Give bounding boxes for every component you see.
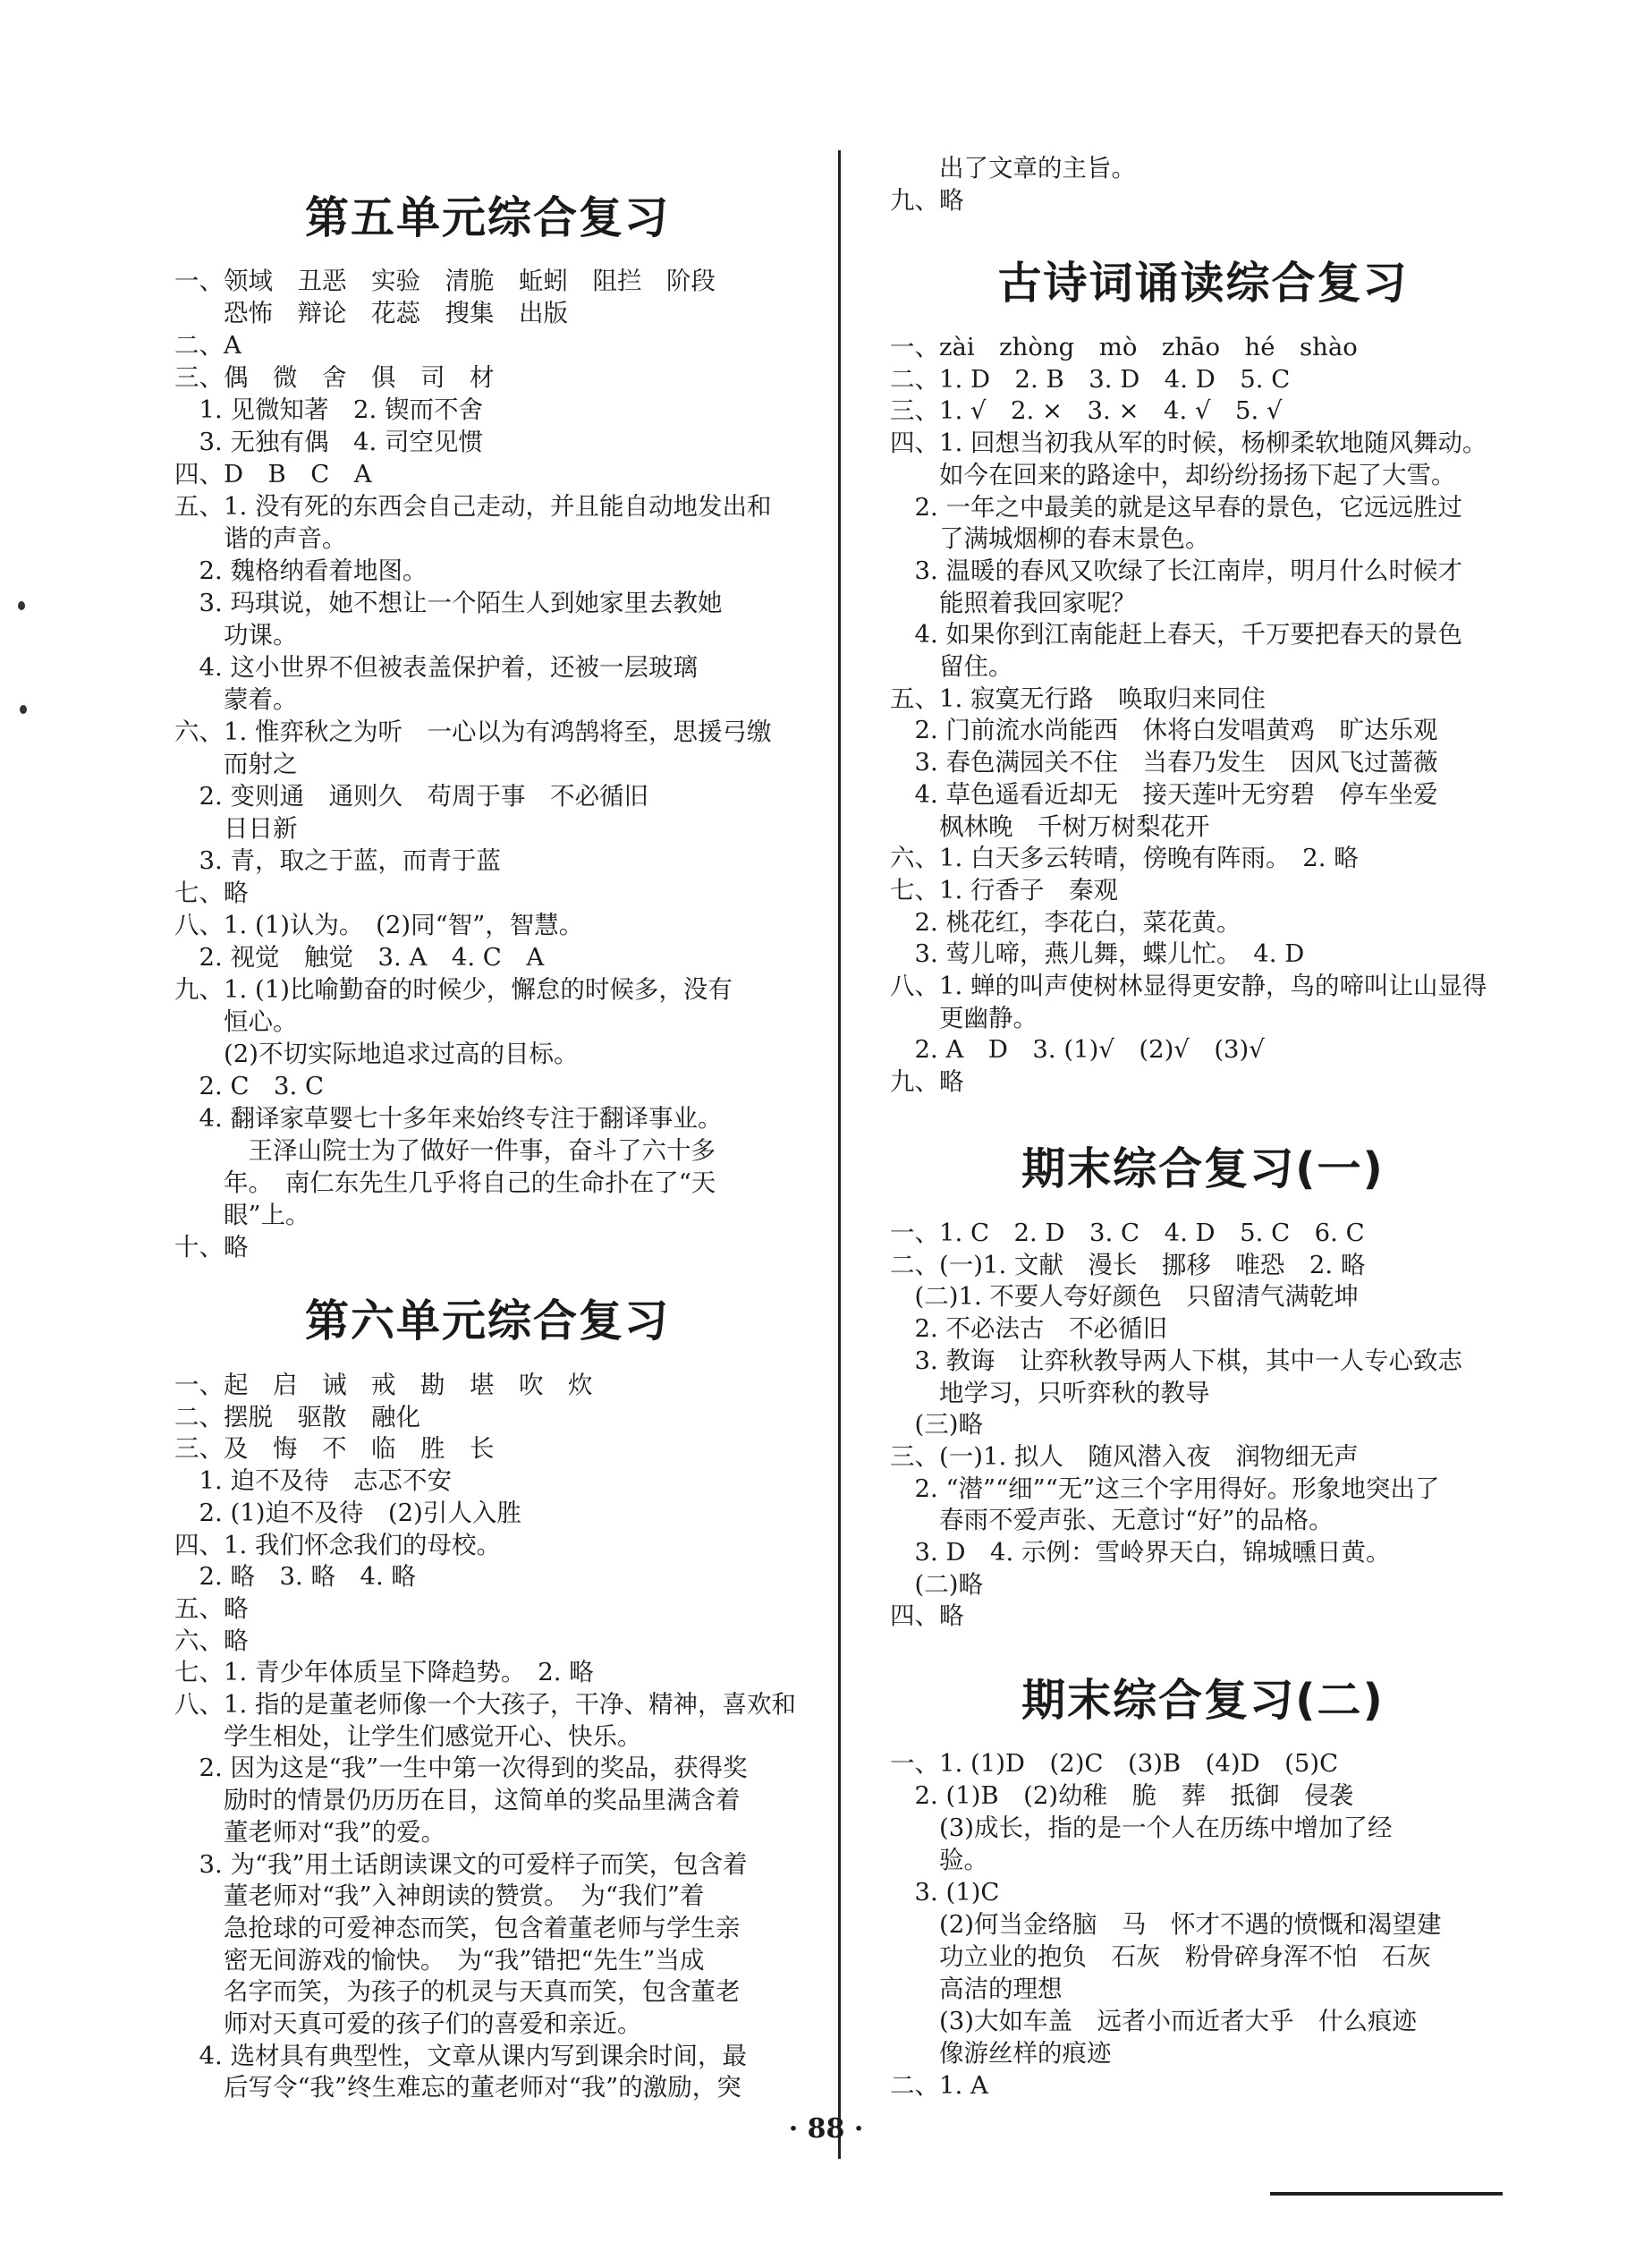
answer-line: 八、1. 蝉的叫声使树林显得更安静，鸟的啼叫让山显得 <box>890 972 1487 1000</box>
answer-line: 4. 选材具有典型性，文章从课内写到课余时间，最 <box>174 2041 747 2070</box>
scan-mark <box>20 705 27 714</box>
answer-line: 2. 变则通 通则久 苟周于事 不必循旧 <box>174 782 648 811</box>
answer-line: 验。 <box>890 1846 988 1874</box>
answer-line: 3. D 4. 示例：雪岭界天白，锦城曛日黄。 <box>890 1538 1391 1567</box>
answer-line: 4. 如果你到江南能赶上春天，千万要把春天的景色 <box>890 620 1462 650</box>
bottom-rule <box>1270 2192 1503 2196</box>
section-title-final-review-2: 期末综合复习(二) <box>1021 1675 1385 1726</box>
answer-line: 3. 莺儿啼，燕儿舞，蝶儿忙。 4. D <box>890 939 1305 969</box>
answer-line: 1. 见微知著 2. 锲而不舍 <box>174 395 483 424</box>
answer-line: 一、1. (1)D (2)C (3)B (4)D (5)C <box>890 1749 1339 1778</box>
answer-line: 2. 一年之中最美的就是这早春的景色，它远远胜过 <box>890 492 1462 522</box>
answer-line: 二、1. D 2. B 3. D 4. D 5. C <box>890 364 1291 394</box>
answer-line: 恐怖 辩论 花蕊 搜集 出版 <box>174 299 568 327</box>
answer-line: 后写令“我”终生难忘的董老师对“我”的激励，突 <box>174 2073 741 2102</box>
answer-line: 急抢球的可爱神态而笑，包含着董老师与学生亲 <box>174 1913 741 1942</box>
answer-line: 二、(一)1. 文献 漫长 挪移 唯恐 2. 略 <box>890 1250 1366 1279</box>
answer-line: 四、1. 我们怀念我们的母校。 <box>174 1530 501 1559</box>
answer-line: 3. 无独有偶 4. 司空见惯 <box>174 428 483 456</box>
answer-line: 3. 春色满园关不住 当春乃发生 因风飞过蔷薇 <box>890 748 1438 777</box>
answer-line: 六、略 <box>174 1626 249 1655</box>
answer-line: 2. 桃花红，李花白，菜花黄。 <box>890 907 1241 937</box>
answer-line: 2. 门前流水尚能西 休将白发唱黄鸡 旷达乐观 <box>890 716 1438 745</box>
section-title-unit6: 第六单元综合复习 <box>304 1295 670 1346</box>
answer-line: 五、1. 寂寞无行路 唤取归来同住 <box>890 684 1266 713</box>
answer-line: 3. 玛琪说，她不想让一个陌生人到她家里去教她 <box>174 589 723 617</box>
answer-line: (3)成长，指的是一个人在历练中增加了经 <box>890 1814 1393 1842</box>
answer-line: 六、1. 惟弈秋之为听 一心以为有鸿鹄将至，思援弓缴 <box>174 718 772 746</box>
answer-line: 四、略 <box>890 1601 964 1631</box>
answer-line: 二、A <box>174 331 241 360</box>
answer-line: 名字而笑，为孩子的机灵与天真而笑，包含董老 <box>174 1977 741 2007</box>
answer-line: (二)1. 不要人夸好颜色 只留清气满乾坤 <box>890 1282 1359 1312</box>
answer-line: 3. 青，取之于蓝，而青于蓝 <box>174 846 501 875</box>
answer-line: 年。 南仁东先生几乎将自己的生命扑在了“天 <box>174 1168 716 1197</box>
answer-line: 学生相处，让学生们感觉开心、快乐。 <box>174 1721 642 1751</box>
column-divider <box>838 150 841 2159</box>
answer-line: 一、起 启 诫 戒 勘 堪 吹 炊 <box>174 1371 593 1399</box>
answer-line: 九、1. (1)比喻勤奋的时候少，懈怠的时候多，没有 <box>174 975 733 1004</box>
answer-line: 像游丝样的痕迹 <box>890 2039 1112 2068</box>
answer-line: 八、1. (1)认为。 (2)同“智”，智慧。 <box>174 911 584 939</box>
answer-line: 九、略 <box>890 1067 964 1097</box>
answer-line: 五、1. 没有死的东西会自己走动，并且能自动地发出和 <box>174 492 772 521</box>
answer-line: 七、1. 行香子 秦观 <box>890 875 1118 905</box>
answer-line: 励时的情景仍历历在目，这简单的奖品里满含着 <box>174 1786 741 1815</box>
answer-line: 王泽山院士为了做好一件事，奋斗了六十多 <box>174 1136 716 1165</box>
answer-line: 出了文章的主旨。 <box>890 154 1136 183</box>
answer-line: 4. 这小世界不但被表盖保护着，还被一层玻璃 <box>174 653 698 682</box>
page-number: · 88 · <box>788 2113 864 2145</box>
answer-line: 2. (1)B (2)幼稚 脆 葬 抵御 侵袭 <box>890 1781 1354 1810</box>
answer-line: 四、1. 回想当初我从军的时候，杨柳柔软地随风舞动。 <box>890 429 1487 458</box>
answer-line: 高洁的理想 <box>890 1975 1063 2003</box>
section-title-ancient-poetry: 古诗词诵读综合复习 <box>997 258 1409 309</box>
answer-line: 3. 温暖的春风又吹绿了长江南岸，明月什么时候才 <box>890 556 1462 585</box>
section-title-final-review-1: 期末综合复习(一) <box>1021 1143 1385 1194</box>
answer-line: 四、D B C A <box>174 460 372 488</box>
answer-line: 3. 为“我”用土话朗读课文的可爱样子而笑，包含着 <box>174 1849 748 1879</box>
answer-line: 一、领域 丑恶 实验 清脆 蚯蚓 阻拦 阶段 <box>174 267 716 295</box>
answer-line: 师对天真可爱的孩子们的喜爱和亲近。 <box>174 2009 642 2038</box>
answer-line: 2. 略 3. 略 4. 略 <box>174 1562 416 1592</box>
answer-line: 4. 草色遥看近却无 接天莲叶无穷碧 停车坐爱 <box>890 779 1438 809</box>
answer-line: 2. A D 3. (1)√ (2)√ (3)√ <box>890 1035 1265 1065</box>
answer-line: 董老师对“我”入神朗读的赞赏。 为“我们”着 <box>174 1882 705 1911</box>
section-title-unit5: 第五单元综合复习 <box>304 192 670 243</box>
answer-line: 密无间游戏的愉快。 为“我”错把“先生”当成 <box>174 1945 705 1975</box>
answer-line: 如今在回来的路途中，却纷纷扬扬下起了大雪。 <box>890 460 1456 489</box>
answer-line: 日日新 <box>174 814 298 843</box>
answer-line: 三、(一)1. 拟人 随风潜入夜 润物细无声 <box>890 1441 1359 1471</box>
answer-line: 蒙着。 <box>174 685 298 714</box>
answer-line: 七、1. 青少年体质呈下降趋势。 2. 略 <box>174 1658 594 1687</box>
answer-line: 1. 迫不及待 志忑不安 <box>174 1466 452 1496</box>
answer-line: 恒心。 <box>174 1007 298 1036</box>
answer-line: 八、1. 指的是董老师像一个大孩子，干净、精神，喜欢和 <box>174 1690 796 1719</box>
answer-line: 九、略 <box>890 186 964 215</box>
answer-line: (三)略 <box>890 1410 983 1440</box>
answer-line: 三、及 悔 不 临 胜 长 <box>174 1434 495 1464</box>
answer-line: 五、略 <box>174 1593 249 1623</box>
answer-line: 十、略 <box>174 1233 249 1261</box>
answer-line: 3. 教诲 让弈秋教导两人下棋，其中一人专心致志 <box>890 1346 1462 1375</box>
answer-line: 三、偶 微 舍 俱 司 材 <box>174 363 495 392</box>
answer-line: 2. “潜”“细”“无”这三个字用得好。形象地突出了 <box>890 1474 1440 1503</box>
answer-line: 三、1. √ 2. × 3. × 4. √ 5. √ <box>890 396 1283 426</box>
answer-line: 六、1. 白天多云转晴，傍晚有阵雨。 2. 略 <box>890 844 1359 873</box>
answer-line: (2)不切实际地追求过高的目标。 <box>174 1040 579 1068</box>
answer-line: 能照着我回家呢？ <box>890 588 1136 617</box>
answer-line: 2. 不必法古 不必循旧 <box>890 1314 1167 1344</box>
answer-line: 一、1. C 2. D 3. C 4. D 5. C 6. C <box>890 1219 1365 1247</box>
answer-line: 一、zài zhòng mò zhāo hé shào <box>890 333 1358 361</box>
answer-line: 功课。 <box>174 621 298 650</box>
answer-line: 而射之 <box>174 750 298 778</box>
answer-line: 谐的声音。 <box>174 524 347 553</box>
answer-line: 二、摆脱 驱散 融化 <box>174 1402 420 1431</box>
answer-line: 3. (1)C <box>890 1878 1000 1907</box>
answer-line: 了满城烟柳的春末景色。 <box>890 524 1210 554</box>
answer-line: 2. C 3. C <box>174 1072 325 1100</box>
answer-line: 2. (1)迫不及待 (2)引人入胜 <box>174 1498 521 1527</box>
answer-line: 2. 魏格纳看着地图。 <box>174 556 428 585</box>
answer-line: 二、1. A <box>890 2071 988 2100</box>
answer-line: 留住。 <box>890 652 1013 681</box>
answer-line: 眼”上。 <box>174 1201 310 1229</box>
answer-line: 2. 因为这是“我”一生中第一次得到的奖品，获得奖 <box>174 1754 748 1783</box>
answer-line: 七、略 <box>174 879 249 907</box>
answer-line: (二)略 <box>890 1569 983 1599</box>
answer-line: 春雨不爱声张、无意讨“好”的品格。 <box>890 1506 1334 1535</box>
scan-mark <box>18 601 25 610</box>
answer-line: 枫林晚 千树万树梨花开 <box>890 811 1210 841</box>
answer-line: (3)大如车盖 远者小而近者大乎 什么痕迹 <box>890 2007 1417 2035</box>
answer-line: 董老师对“我”的爱。 <box>174 1817 446 1847</box>
answer-line: 地学习，只听弈秋的教导 <box>890 1378 1210 1407</box>
answer-line: 4. 翻译家草婴七十多年来始终专注于翻译事业。 <box>174 1104 723 1133</box>
answer-line: 功立业的抱负 石灰 粉骨碎身浑不怕 石灰 <box>890 1942 1431 1971</box>
answer-line: (2)何当金络脑 马 怀才不遇的愤慨和渴望建 <box>890 1910 1442 1939</box>
answer-line: 更幽静。 <box>890 1003 1038 1032</box>
answer-line: 2. 视觉 触觉 3. A 4. C A <box>174 943 545 972</box>
